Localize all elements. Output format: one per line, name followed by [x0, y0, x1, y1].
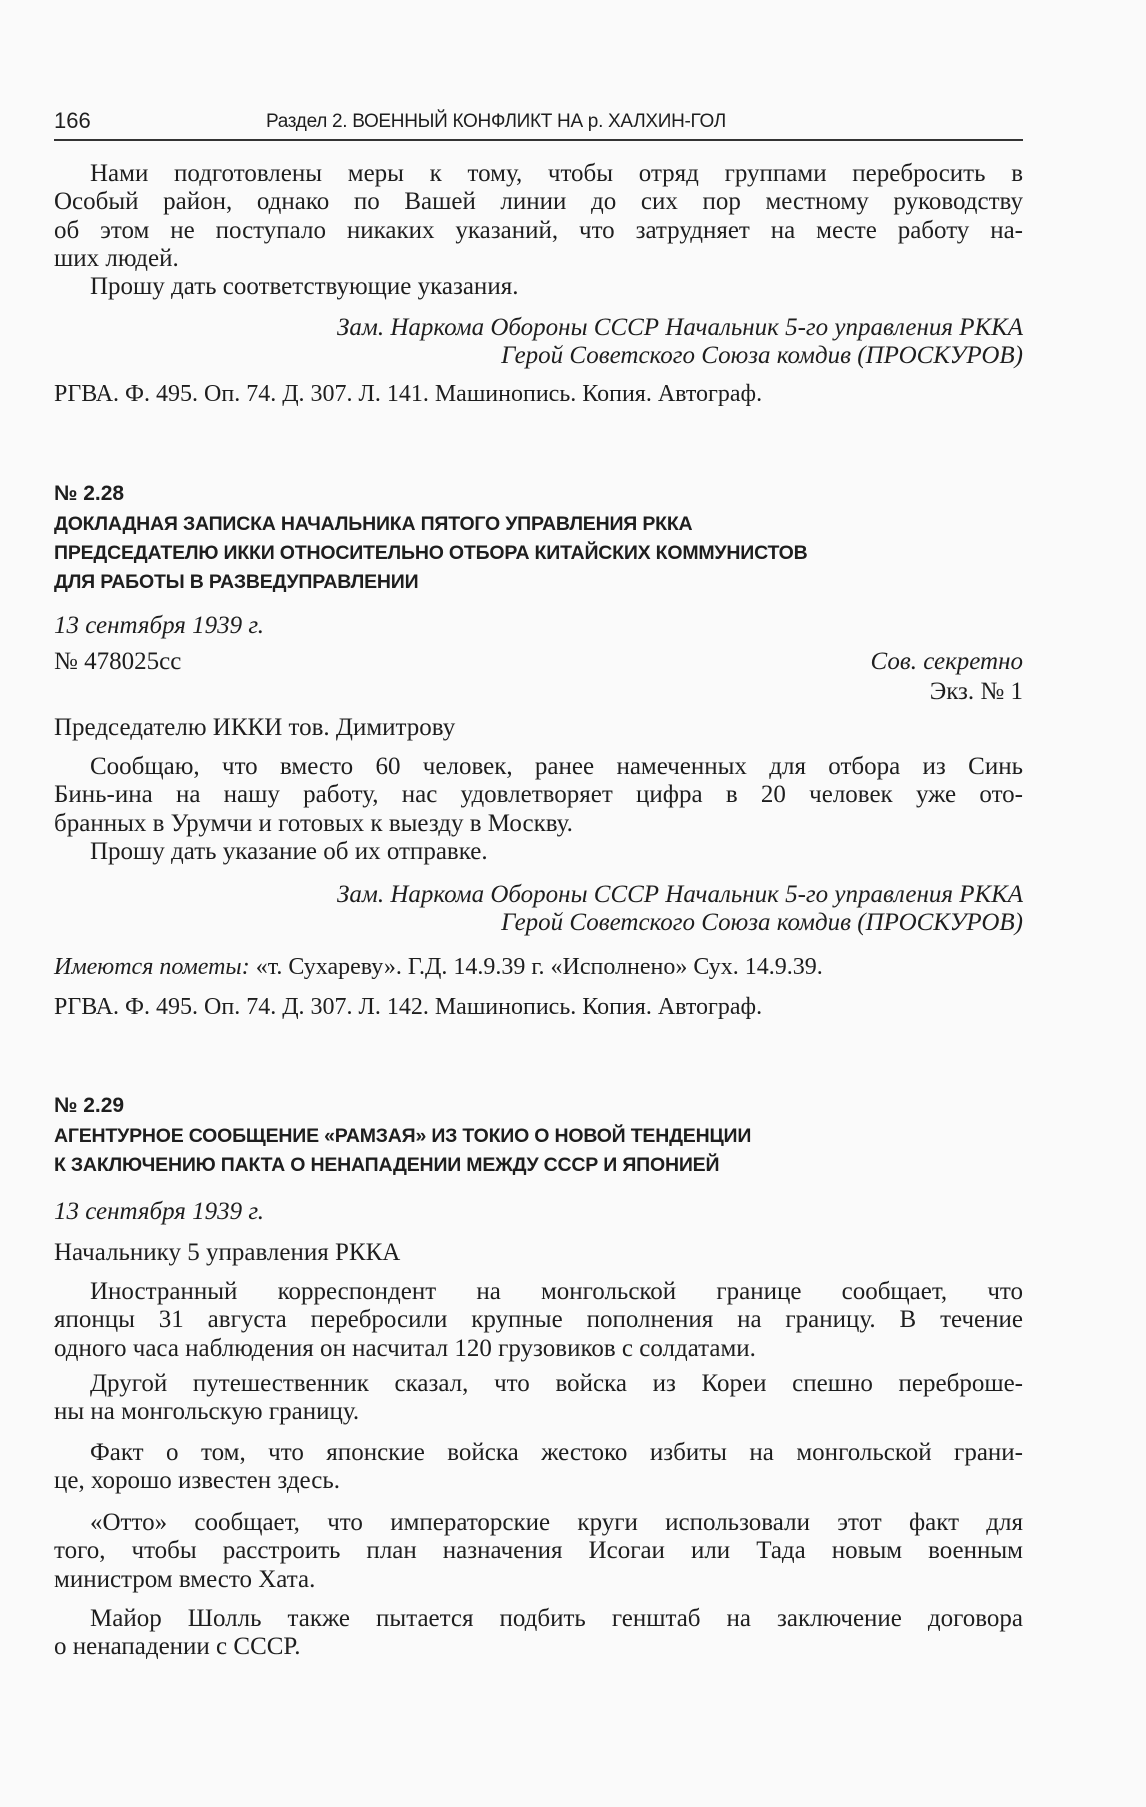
doc-date: 13 сентября 1939 г.	[54, 1198, 265, 1225]
doc-number-2-28: № 2.28	[54, 482, 125, 505]
text-line: об этом не поступало никаких указаний, что затрудняет на месте работу на-	[54, 216, 1023, 244]
notes	[54, 953, 1023, 981]
text-line: министром вместо Хата.	[54, 1565, 316, 1593]
page-number: 166	[54, 108, 91, 133]
addressee: Председателю ИККИ тов. Димитрову	[54, 714, 456, 741]
text-line: Майор Шолль также пытается подбить генштаб на заключение договора	[90, 1605, 1023, 1632]
text-line: о ненападении с СССР.	[54, 1633, 301, 1661]
prev-paragraph-1	[54, 160, 1023, 301]
prev-signature	[54, 314, 1023, 371]
text-line: Прошу дать указание об их отправке.	[90, 837, 488, 865]
doc-date: 13 сентября 1939 г.	[54, 612, 265, 639]
running-title: Раздел 2. ВОЕННЫЙ КОНФЛИКТ НА р. ХАЛХИН-ГОЛ	[266, 111, 726, 132]
signature-line: Зам. Наркома Обороны СССР Начальник 5-го управления РККА	[337, 314, 1023, 341]
doc-number-2-29: № 2.29	[54, 1094, 125, 1117]
text-line: Факт о том, что японские войска жестоко избиты на монгольской грани-	[90, 1439, 1023, 1466]
paragraph	[54, 753, 1023, 866]
signature-line: Герой Советского Союза комдив (ПРОСКУРОВ)	[501, 909, 1023, 937]
text-line: Другой путешественник сказал, что войска из Кореи спешно переброше-	[90, 1370, 1023, 1397]
text-line: ны на монгольскую границу.	[54, 1398, 360, 1426]
reg-number: № 478025сс	[54, 648, 182, 675]
classification: Сов. секретно	[870, 648, 1023, 675]
text-line: Сообщаю, что вместо 60 человек, ранее намеченных для отбора из Синь	[90, 753, 1023, 780]
text-line: того, чтобы расстроить план назначения Исогаи или Тада новым военным	[54, 1537, 1023, 1565]
text-line: Особый район, однако по Вашей линии до сих пор местному руководству	[54, 188, 1023, 216]
text-line: японцы 31 августа перебросили крупные пополнения на границу. В течение	[54, 1306, 1023, 1334]
notes-text: «т. Сухареву». Г.Д. 14.9.39 г. «Исполнено» Сух. 14.9.39.	[249, 954, 823, 980]
paragraph	[54, 1278, 1023, 1363]
text-line: це, хорошо известен здесь.	[54, 1467, 341, 1495]
text-line: «Отто» сообщает, что императорские круги использовали этот факт для	[90, 1509, 1023, 1536]
source: РГВА. Ф. 495. Оп. 74. Д. 307. Л. 142. Машинопись. Копия. Автограф.	[54, 994, 763, 1020]
title-line: ДОКЛАДНАЯ ЗАПИСКА НАЧАЛЬНИКА ПЯТОГО УПРАВЛЕНИЯ РККА	[54, 513, 693, 535]
signature-line: Зам. Наркома Обороны СССР Начальник 5-го управления РККА	[337, 881, 1023, 908]
text-line: ших людей.	[54, 244, 179, 272]
text-line: Бинь-ина на нашу работу, нас удовлетворяет цифра в 20 человек уже ото-	[54, 781, 1023, 809]
signature-line: Герой Советского Союза комдив (ПРОСКУРОВ)	[501, 342, 1023, 370]
text-line: одного часа наблюдения он насчитал 120 грузовиков с солдатами.	[54, 1334, 756, 1362]
text-line: Иностранный корреспондент на монгольской границе сообщает, что	[90, 1278, 1023, 1305]
prev-source: РГВА. Ф. 495. Оп. 74. Д. 307. Л. 141. Машинопись. Копия. Автограф.	[54, 381, 763, 407]
header-rule	[54, 139, 1023, 141]
paragraph	[54, 1370, 1023, 1427]
text-line: Нами подготовлены меры к тому, чтобы отряд группами перебросить в	[90, 160, 1023, 187]
paragraph	[54, 1509, 1023, 1594]
title-line: ДЛЯ РАБОТЫ В РАЗВЕДУПРАВЛЕНИИ	[54, 571, 419, 593]
notes-label: Имеются пометы:	[54, 954, 250, 980]
title-line: АГЕНТУРНОЕ СООБЩЕНИЕ «РАМЗАЯ» ИЗ ТОКИО О НОВОЙ ТЕНДЕНЦИИ	[54, 1125, 752, 1147]
title-line: ПРЕДСЕДАТЕЛЮ ИККИ ОТНОСИТЕЛЬНО ОТБОРА КИТАЙСКИХ КОММУНИСТОВ	[54, 542, 808, 564]
paragraph	[54, 1439, 1023, 1496]
addressee: Начальнику 5 управления РККА	[54, 1239, 401, 1266]
page-header	[54, 108, 1023, 138]
title-line: К ЗАКЛЮЧЕНИЮ ПАКТА О НЕНАПАДЕНИИ МЕЖДУ СССР И ЯПОНИЕЙ	[54, 1154, 720, 1176]
text-line: бранных в Урумчи и готовых к выезду в Москву.	[54, 809, 573, 837]
copy-number: Экз. № 1	[929, 678, 1023, 705]
prev-paragraph-2: Прошу дать соответствующие указания.	[90, 273, 519, 301]
doc-title-2-28	[54, 510, 1023, 597]
signature	[54, 881, 1023, 938]
paragraph	[54, 1605, 1023, 1662]
doc-title-2-29	[54, 1122, 1023, 1180]
